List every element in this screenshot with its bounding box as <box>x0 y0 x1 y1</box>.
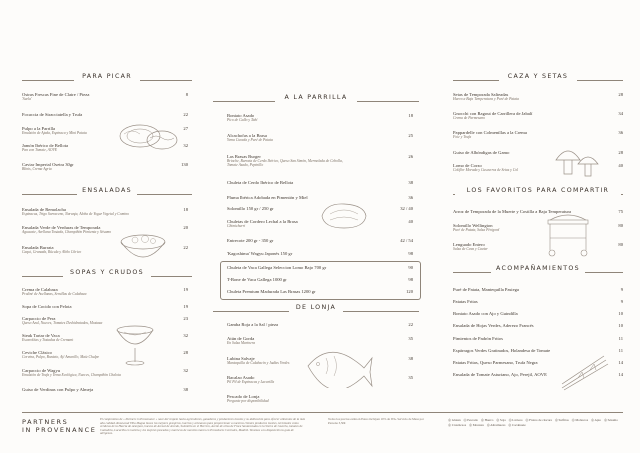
item-price: 98 <box>408 277 413 282</box>
brand-line-1: PARTNERS <box>22 418 69 426</box>
item-name: Steak Tartar de Vaca <box>22 333 60 338</box>
allergen-cacahuete: ◎ Cacahuete <box>508 423 526 427</box>
item-name: Pluma Ibérica Adobada en Pimentón y Miel <box>227 195 308 200</box>
menu-item <box>453 92 519 101</box>
allergen-mostaza: ◎ Mostaza <box>469 423 484 427</box>
menu-item <box>22 350 99 359</box>
item-name: Chuleta de Vaca Gallega Seleccion Lomo Bajo 700 gr <box>227 265 327 270</box>
item-desc: Coliflor Morada y Cuscurros de Setas y Col <box>453 168 519 172</box>
section-title: ENSALADAS <box>82 187 132 194</box>
item-desc: Praliné de Avellanas, Semillas de Calabaza <box>22 292 87 296</box>
item-desc: Emulsión de Trufa y Yema Ecológica, Nueces, Champiñón Chalota <box>22 373 121 377</box>
menu-item <box>227 375 274 384</box>
item-price: 9 <box>620 287 623 292</box>
section-title: ACOMPAÑAMIENTOS <box>496 265 580 272</box>
item-name: Ensalada Verde de Verduras de Temporada <box>22 225 101 230</box>
item-desc: Pico de Gallo y Tahí <box>227 118 258 122</box>
menu-item <box>227 180 293 185</box>
item-price: 34 <box>618 111 623 116</box>
item-desc: 'Suela' <box>22 97 32 101</box>
serving-cart-sketch <box>540 210 596 258</box>
item-name: Lomo de Corzo <box>453 163 482 168</box>
menu-item <box>22 225 111 234</box>
section-title: LOS FAVORITOS PARA COMPARTIR <box>466 187 610 194</box>
item-name: Ostras Frescas Fine de Claire / Pieza <box>22 92 90 97</box>
menu-item <box>22 207 129 216</box>
item-desc: Pregunte por disponibilidad <box>227 399 269 403</box>
item-name: Alcachofas a la Brasa <box>227 133 267 138</box>
item-price: 9 <box>620 299 623 304</box>
item-name: Caviar Imperial Osetra 30gr <box>22 162 74 167</box>
item-price: 11 <box>618 348 623 353</box>
item-name: Pulpo a la Parrilla <box>22 126 56 131</box>
menu-item <box>227 195 308 200</box>
item-price: 18 <box>183 207 188 212</box>
item-name: Lenguado Entero <box>453 242 485 247</box>
section-title: SOPAS Y CRUDOS <box>70 269 144 276</box>
item-name: Ensalada de Hojas Verdes, Aderezo Francés <box>453 323 534 328</box>
item-name: Setas de Temporada Salteadas <box>453 92 509 97</box>
item-desc: Blinis, Crema Agria <box>22 167 52 171</box>
item-price: 120 <box>406 289 413 294</box>
item-price: 32 <box>183 368 188 373</box>
item-name: Pimientos de Padrón Fritos <box>453 336 503 341</box>
menu-item <box>22 143 68 152</box>
item-price: 130 <box>181 162 188 167</box>
item-price: 35 <box>408 375 413 380</box>
menu-item <box>227 113 257 122</box>
item-name: Espárragos Verdes Gratinados, Holandesa de Tomate <box>453 348 551 353</box>
item-price: 75 <box>618 209 623 214</box>
item-price: 38 <box>183 387 188 392</box>
menu-item <box>453 336 503 341</box>
menu-item <box>453 372 547 377</box>
menu-item <box>453 299 478 304</box>
item-price: 22 <box>183 112 188 117</box>
item-price: 20 <box>183 225 188 230</box>
item-price: 22 <box>183 245 188 250</box>
allergen-sesamo: ◎ Sésamo <box>603 418 618 422</box>
section-title: A LA PARRILLA <box>284 94 348 101</box>
allergen-sulfitos: ◎ Sulfitos <box>554 418 569 422</box>
item-name: Carpaccio de Pera <box>22 316 56 321</box>
menu-item <box>227 336 255 345</box>
menu-item <box>453 223 499 232</box>
menu-item <box>453 111 532 120</box>
footer-divider <box>22 412 623 413</box>
item-desc: Yema Curada y Puré de Patata <box>227 138 273 142</box>
item-name: Ensalada Burrata <box>22 245 54 250</box>
item-price: 14 <box>618 360 623 365</box>
menu-item <box>453 150 509 155</box>
provenance-text: El compromiso de « Partners in Provenance » nace del respeto hacia agricultores, ganaderos y productores locales y su dedicación para ofrecer alimentos de la más alta calidad. Rosewood Villa Magna busca los mejores granjeros, huertos y artesanos para proporcionar a nuestros clientes productos locales, terminales como verduras de la Huerta de Aranjuez, huevos de Arenal de Arcedo, Solomillo en el Herrero, Aceite de oliva de Finca Santarenada en la Sierra de Cazorla, tomates de Cantabria, Lacarilla en Galicia y los mejores pescados y mariscos de nuestros mares en Provedores Centrales, Madrid. Tenemos a tu disposición la guía de alérgenos. <box>100 417 305 436</box>
menu-item <box>22 387 93 392</box>
item-price: 28 <box>183 350 188 355</box>
item-price: 10 <box>618 311 623 316</box>
item-name: Bacalao Asado <box>227 375 255 380</box>
item-desc: Espinacas, Trigo Sarraceno, Naranja, Aloha de Yogur Vegetal y Comino <box>22 212 129 216</box>
mushroom-sketch <box>552 140 602 180</box>
item-price: 40 <box>618 163 623 168</box>
menu-item <box>227 251 292 256</box>
allergen-lacteos: ◎ Lácteos <box>508 418 523 422</box>
item-name: Ensalada de Remolacha <box>22 207 66 212</box>
item-name: Gamba Roja a la Sal / pieza <box>227 322 279 327</box>
item-price: 32 <box>183 333 188 338</box>
section-title: CAZA Y SETAS <box>507 73 569 80</box>
item-name: Carpaccio de Wagyu <box>22 368 61 373</box>
item-price: 40 <box>408 219 413 224</box>
item-price: 32 / 40 <box>400 206 413 211</box>
menu-item <box>453 163 518 172</box>
item-desc: Brioche, Burrata de Cerdo Ibérico, Queso San Simón, Mermelada de Cebolla, Tomate Asado, Pepinillo <box>227 159 343 168</box>
menu-item <box>22 92 89 101</box>
allergen-moluscos: ◎ Moluscos <box>571 418 589 422</box>
section-title: PARA PICAR <box>82 73 132 80</box>
menu-item <box>453 130 527 139</box>
item-price: 8 <box>185 92 188 97</box>
item-price: 14 <box>618 372 623 377</box>
item-desc: Caqui, Granada, Rúcula y Aliño Cítrico <box>22 250 82 254</box>
item-price: 28 <box>618 150 623 155</box>
menu-item <box>22 316 102 325</box>
oyster-sketch <box>118 116 180 156</box>
menu-item <box>227 356 289 365</box>
item-price: 23 <box>183 316 188 321</box>
item-name: 'Kagoshima' Wagyu Japonés 150 gr <box>227 251 293 256</box>
menu-item <box>22 112 82 117</box>
menu-item <box>227 133 273 142</box>
item-name: Sopa de Cocido con Pelota <box>22 304 72 309</box>
item-price: 80 <box>618 242 623 247</box>
item-name: Solomillo Wellington <box>453 223 493 228</box>
item-desc: Pan con Tomate, AOVE <box>22 148 58 152</box>
item-desc: Corvina, Pulpo, Boniato, Ají Amarillo, Maíz Chulpe <box>22 355 100 359</box>
menu-item <box>22 162 74 171</box>
menu-item <box>22 287 86 296</box>
steak-sketch <box>318 200 370 232</box>
allergen-legend <box>448 418 626 428</box>
menu-item <box>227 322 278 327</box>
allergen-gluten: ◎ Gluten <box>448 418 461 422</box>
item-desc: Crema de Parmesano <box>453 116 486 120</box>
item-desc: Foie y Trufa <box>453 135 472 139</box>
allergen-huevo: ◎ Huevo <box>480 418 494 422</box>
item-name: Chuleta de Cerdo Ibérico de Bellota <box>227 180 294 185</box>
menu-item <box>227 206 274 211</box>
item-name: Arroz de Temporada de la Muerte y Costilla a Baja Temperatura <box>453 209 572 214</box>
item-name: Lubina Salvaje <box>227 356 255 361</box>
menu-item <box>22 304 72 309</box>
item-name: Solomillo 150 gr / 250 gr <box>227 206 274 211</box>
item-price: 90 <box>408 265 413 270</box>
brand-logo <box>22 418 96 434</box>
menu-item <box>227 277 287 282</box>
allergen-frutos: ◎ Frutos de cáscara <box>525 418 552 422</box>
item-name: Boniato Asado <box>227 113 255 118</box>
asparagus-sketch <box>560 352 610 392</box>
item-name: Patatas Fritas <box>453 299 478 304</box>
menu-item <box>453 287 519 292</box>
item-desc: En Salsa Marinera <box>227 341 256 345</box>
item-name: Las Brasas Burger <box>227 154 261 159</box>
fish-sketch <box>304 340 374 388</box>
menu-item <box>227 394 269 403</box>
item-price: 35 <box>408 336 413 341</box>
item-price: 10 <box>618 323 623 328</box>
allergen-apio: ◎ Apio <box>590 418 602 422</box>
item-desc: Pil Pil de Espinacas y Lacarilla <box>227 380 275 384</box>
menu-item <box>227 238 273 243</box>
menu-item <box>453 360 538 365</box>
menu-item <box>22 368 121 377</box>
item-name: Entrecote 200 gr - 350 gr <box>227 238 274 243</box>
menu-item <box>22 245 81 254</box>
item-desc: Puré de Patata, Salsa Périgord <box>453 228 500 232</box>
item-price: 42 / 54 <box>400 238 413 243</box>
item-desc: Salsa de Cava y Caviar <box>453 247 488 251</box>
item-desc: Escarolitas y Tostadas de Cremant <box>22 338 74 342</box>
item-price: 80 <box>618 223 623 228</box>
item-name: Chuleta Premium Madurada Las Brasas 1200 gr <box>227 289 316 294</box>
item-name: Jamón Ibérico de Bellota <box>22 143 69 148</box>
allergen-crustaceos: ◎ Crustáceos <box>448 423 467 427</box>
item-price: 32 <box>183 143 188 148</box>
item-desc: Huevo a Baja Temperatura y Puré de Patata <box>453 97 519 101</box>
item-price: 19 <box>183 304 188 309</box>
menu-item <box>227 154 347 167</box>
menu-item <box>227 265 326 270</box>
item-price: 38 <box>408 180 413 185</box>
item-price: 36 <box>408 195 413 200</box>
item-price: 27 <box>183 126 188 131</box>
item-price: 28 <box>618 92 623 97</box>
item-desc: Mantequilla de Calabacín y Judías Verdes <box>227 361 290 365</box>
item-price: 38 <box>408 356 413 361</box>
brand-line-2: IN PROVENANCE <box>22 426 97 434</box>
item-name: Atún de Gorda <box>227 336 255 341</box>
item-name: Patatas Fritas, Queso Parmesano, Trufa Negra <box>453 360 538 365</box>
cocktail-glass-sketch <box>112 322 158 368</box>
item-name: Ensalada de Tomate Asturiano, Ajo, Perejil, AOVE <box>453 372 547 377</box>
allergen-pescado: ◎ Pescado <box>463 418 479 422</box>
item-price: 36 <box>618 130 623 135</box>
item-price: 22 <box>408 322 413 327</box>
menu-item <box>453 242 488 251</box>
item-price: 98 <box>408 251 413 256</box>
item-name: Focaccia de Stracciatella y Trufa <box>22 112 83 117</box>
item-desc: Emulsión de Ajada, Espinaca y Mini Patata <box>22 131 87 135</box>
item-price: 19 <box>183 287 188 292</box>
item-desc: Chimichurri <box>227 224 246 228</box>
item-price: 11 <box>618 336 623 341</box>
item-name: Pappardelle con Colmenillas a la Crema <box>453 130 527 135</box>
item-desc: Aguacate, Avellana Tostada, Champiñón Pimienta y Sésamo <box>22 230 112 234</box>
bowl-sketch <box>118 230 168 262</box>
item-price: 26 <box>408 154 413 159</box>
menu-item <box>453 323 534 328</box>
item-name: T-Bone de Vaca Gallega 1000 gr <box>227 277 287 282</box>
menu-item <box>227 289 316 294</box>
item-name: Ceviche Clásico <box>22 350 52 355</box>
item-name: Guiso de Albóndigas de Gamo <box>453 150 510 155</box>
section-title: DE LONJA <box>295 304 337 311</box>
item-name: Gnocchi con Ragout de Carrillera de Jabalí <box>453 111 533 116</box>
item-name: Pescado de Lonja <box>227 394 260 399</box>
menu-item <box>22 126 87 135</box>
item-name: Crema de Calabaza <box>22 287 58 292</box>
menu-item <box>227 219 298 228</box>
menu-item <box>453 348 550 353</box>
menu-item <box>453 311 518 316</box>
menu-item <box>22 333 73 342</box>
item-name: Boniato Asado con Ajo y Guindilla <box>453 311 518 316</box>
item-name: Guiso de Verdinas con Pulpo y Almeja <box>22 387 94 392</box>
item-desc: Queso Azul, Nueces, Tomates Deshidratados, Mostaza <box>22 321 103 325</box>
allergen-altramuces: ◎ Altramuces <box>486 423 506 427</box>
tax-note: Todos los precios están en Euros incluyen 10% de IVA. Servicio de Mesa por Persona 3,50€ <box>328 417 424 425</box>
item-name: Puré de Patata, Mantequilla Pasiega <box>453 287 519 292</box>
item-price: 18 <box>408 113 413 118</box>
allergen-soja: ◎ Soja <box>496 418 506 422</box>
item-price: 25 <box>408 133 413 138</box>
item-name: Chuletas de Cordero Lechal a la Brasa <box>227 219 298 224</box>
